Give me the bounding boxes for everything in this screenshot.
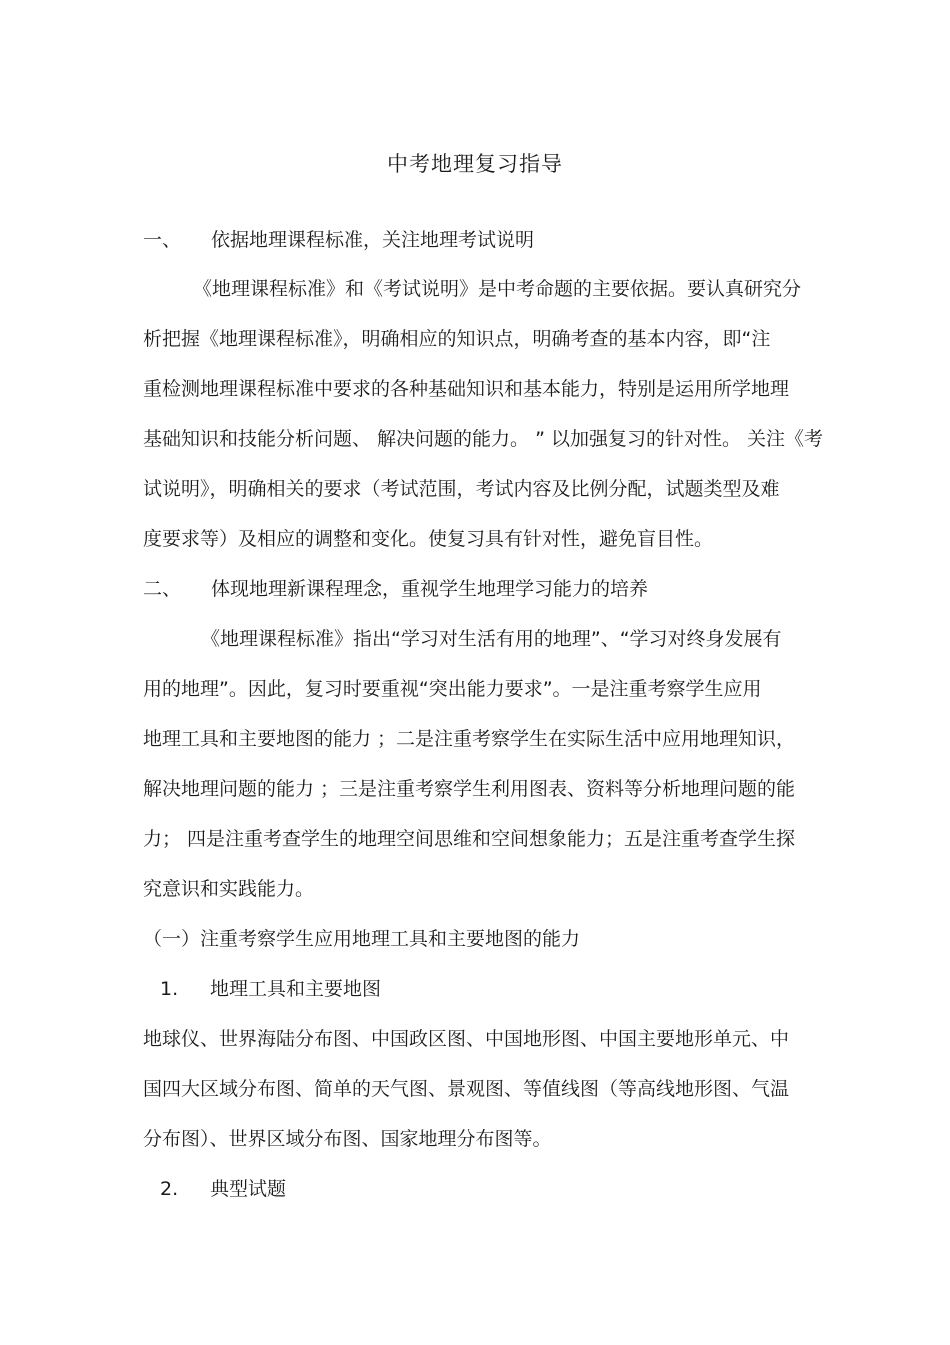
item-1-heading — [143, 975, 381, 1003]
paragraph-line: 地理工具和主要地图的能力 ；二是注重考察学生在实际生活中应用地理知识， — [143, 728, 796, 750]
paragraph-line: 试说明》，明确相关的要求（考试范围，考试内容及比例分配，试题类型及难 — [143, 478, 780, 500]
paragraph-line: 解决地理问题的能力 ；三是注重考察学生利用图表、资料等分析地理问题的能 — [143, 778, 796, 800]
paragraph-line: 究意识和实践能力。 — [143, 878, 315, 900]
paragraph-line: 分布图）、世界区域分布图、国家地理分布图等。 — [143, 1128, 552, 1150]
section-1-title: 依据地理课程标准，关注地理考试说明 — [211, 229, 535, 251]
paragraph-line: 基础知识和技能分析问题、 解决问题的能力。 ” 以加强复习的针对性。 关注《考 — [143, 428, 824, 450]
paragraph-line: 国四大区域分布图、简单的天气图、景观图、等值线图（等高线地形图、气温 — [143, 1078, 790, 1100]
paragraph-line: 析把握《地理课程标准》，明确相应的知识点，明确考查的基本内容，即“注 — [143, 328, 771, 350]
paragraph-line: 力； 四是注重考查学生的地理空间思维和空间想象能力；五是注重考查学生探 — [143, 828, 796, 850]
section-1-number: 一、 — [143, 229, 182, 251]
section-2-heading — [143, 575, 648, 603]
item-1-number: 1. — [160, 978, 179, 1000]
subsection-1-heading: （一）注重考察学生应用地理工具和主要地图的能力 — [143, 928, 581, 950]
paragraph-line: 《地理课程标准》和《考试说明》是中考命题的主要依据。要认真研究分 — [193, 278, 802, 300]
paragraph-line: 重检测地理课程标准中要求的各种基础知识和基本能力，特别是运用所学地理 — [143, 378, 790, 400]
paragraph-line: 用的地理”。因此，复习时要重视“突出能力要求”。一是注重考察学生应用 — [143, 678, 762, 700]
item-1-label: 地理工具和主要地图 — [210, 978, 382, 1000]
paragraph-line: 地球仪、世界海陆分布图、中国政区图、中国地形图、中国主要地形单元、中 — [143, 1028, 790, 1050]
section-2-number: 二、 — [143, 578, 182, 600]
page-title: 中考地理复习指导 — [387, 152, 563, 176]
section-2-title: 体现地理新课程理念，重视学生地理学习能力的培养 — [211, 578, 649, 600]
paragraph-line: 度要求等）及相应的调整和变化。使复习具有针对性，避免盲目性。 — [143, 528, 714, 550]
item-2-number: 2. — [160, 1178, 179, 1200]
item-2-heading — [143, 1175, 286, 1203]
section-1-heading — [143, 226, 534, 254]
item-2-label: 典型试题 — [210, 1178, 287, 1200]
paragraph-line: 《地理课程标准》指出“学习对生活有用的地理”、“学习对终身发展有 — [201, 628, 782, 650]
